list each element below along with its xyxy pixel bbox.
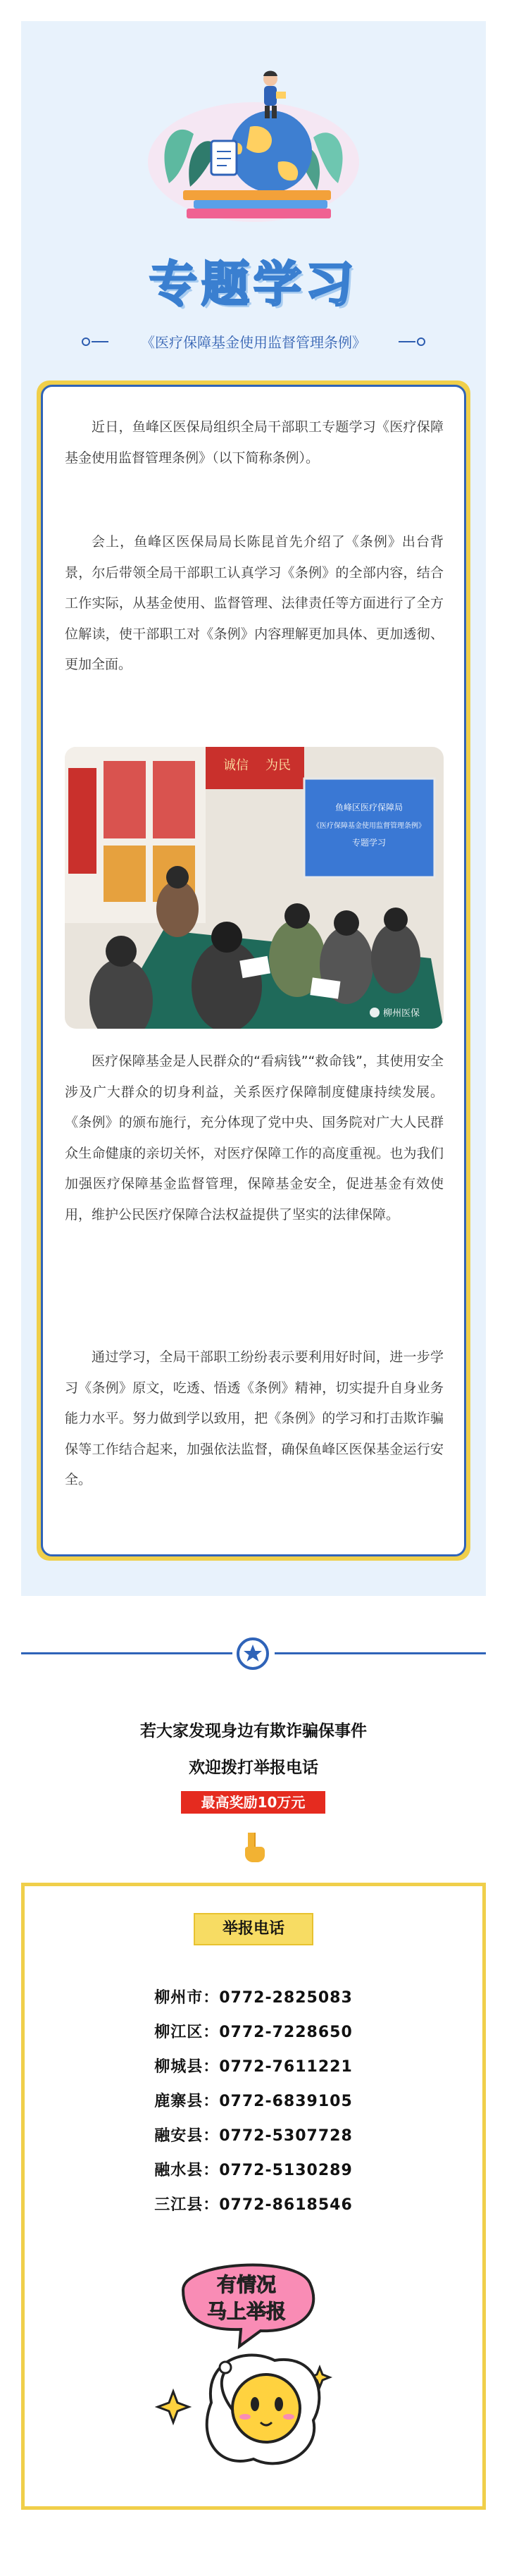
notice-line-1: 若大家发现身边有欺诈骗保事件 <box>140 1722 367 1740</box>
photo-watermark: 柳州医保 <box>383 1008 420 1019</box>
hotline-liuzhou: 柳州市：0772-2825083 <box>154 1989 353 2007</box>
egg-mascot-illustration <box>155 2248 352 2480</box>
hotline-luzhai: 鹿寨县：0772-6839105 <box>154 2093 353 2110</box>
article-paragraph-1: 近日，鱼峰区医保局组织全局干部职工专题学习《医疗保障基金使用监督管理条例》（以下简称条例）。 <box>65 419 444 466</box>
pointing-hand-icon <box>239 1830 268 1864</box>
reward-badge: 最高奖励10万元 <box>181 1791 325 1814</box>
report-label: 举报电话 <box>194 1913 313 1945</box>
hotline-liucheng: 柳城县：0772-7611221 <box>154 2058 353 2076</box>
subtitle-line-right <box>399 341 415 342</box>
article-paragraph-4: 通过学习，全局干部职工纷纷表示要利用好时间，进一步学习《条例》原文，吃透、悟透《条例》精神，切实提升自身业务能力水平。努力做到学以致用，把《条例》的学习和打击欺诈骗保等工作结合起来，加强依法监督，确保鱼峰区医保基金运行安全。 <box>65 1349 444 1487</box>
divider-right <box>275 1652 486 1654</box>
hotline-rongshui: 融水县：0772-5130289 <box>154 2162 353 2179</box>
photo-banner-2: 为民 <box>265 758 291 773</box>
divider-left <box>21 1652 232 1654</box>
mascot-text-1: 有情况 <box>216 2273 277 2296</box>
subtitle-row <box>0 331 507 352</box>
wechat-icon <box>370 1008 380 1017</box>
article-paragraph-2: 会上，鱼峰区医保局局长陈昆首先介绍了《条例》出台背景，尔后带领全局干部职工认真学习《条例》的全部内容，结合工作实际，从基金使用、监督管理、法律责任等方面进行了全方位解读，使干部职工对《条例》内容理解更加具体、更加透彻、更加全面。 <box>65 534 444 672</box>
subtitle-dot-right <box>417 338 425 346</box>
meeting-photo <box>65 747 444 1029</box>
photo-screen-line-3: 专题学习 <box>351 838 387 848</box>
photo-screen-line-2: 《医疗保障基金使用监督管理条例》 <box>313 822 425 830</box>
photo-banner-1: 诚信 <box>223 758 249 773</box>
hotline-liujiang: 柳江区：0772-7228650 <box>154 2024 353 2041</box>
photo-screen-line-1: 鱼峰区医疗保障局 <box>334 803 403 812</box>
page-subtitle: 《医疗保障基金使用监督管理条例》 <box>141 334 366 351</box>
page-title: 专题学习 <box>149 257 358 313</box>
mascot-text-2: 马上举报 <box>206 2300 287 2323</box>
hotline-rongan: 融安县：0772-5307728 <box>154 2127 353 2145</box>
article-paragraph-3: 医疗保障基金是人民群众的“看病钱”“救命钱”，其使用安全涉及广大群众的切身利益，关系医疗保障制度健康持续发展。《条例》的颁布施行，充分体现了党中央、国务院对广大人民群众生命健康的亲切关怀，对医疗保障工作的高度重视。也为我们加强医疗保障基金监督管理，保障基金安全，促进基金有效使用，维护公民医疗保障合法权益提供了坚实的法律保障。 <box>65 1053 444 1222</box>
hotline-sanjiang: 三江县：0772-8618546 <box>154 2196 353 2214</box>
notice-line-2: 欢迎拨打举报电话 <box>189 1759 318 1777</box>
hero-illustration <box>127 56 380 233</box>
star-badge-icon <box>237 1637 269 1670</box>
